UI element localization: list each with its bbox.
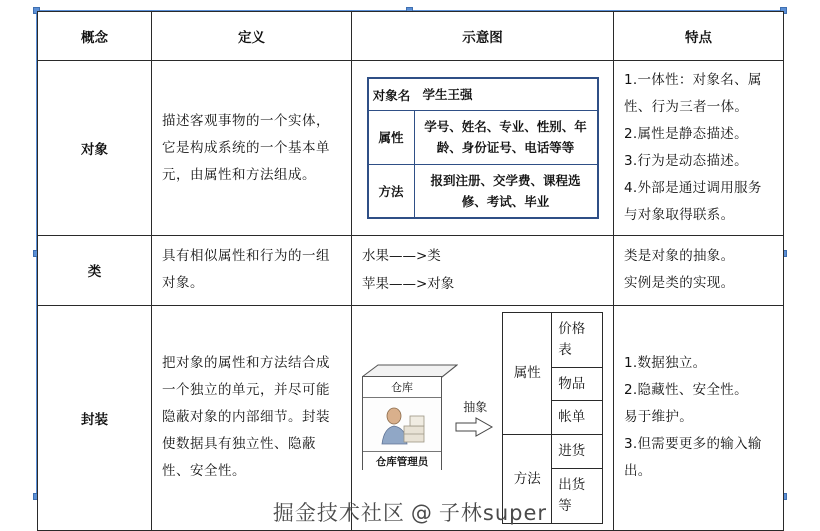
abstract-methods-label: 方法	[503, 435, 552, 524]
watermark-at: @	[410, 501, 433, 525]
feature-line: 4.外部是通过调用服务与对象取得联系。	[624, 180, 762, 223]
abstract-method-value: 进货	[552, 435, 603, 469]
feature-line: 1.一体性：对象名、属性、行为三者一体。	[624, 72, 762, 115]
warehouse-role-label: 仓库管理员	[363, 451, 441, 471]
row-definition-encapsulation: 把对象的属性和方法结合成一个独立的单元，并尽可能隐蔽对象的内部细节。封装使数据具有独立性、隐蔽性、安全性。	[152, 305, 352, 530]
object-diagram-methods-row	[369, 165, 597, 218]
abstract-attribute-value: 价格表	[552, 312, 603, 367]
row-figure-class	[352, 236, 614, 306]
feature-line: 易于维护。	[624, 409, 693, 426]
watermark-site: 掘金技术社区	[272, 501, 405, 525]
feature-line: 1.数据独立。	[624, 355, 707, 372]
feature-line: 2.属性是静态描述。	[624, 126, 748, 142]
oop-concept-table	[37, 11, 784, 531]
warehouse-title: 仓库	[363, 377, 441, 398]
row-features-object	[614, 61, 784, 236]
row-concept-encapsulation: 封装	[38, 305, 152, 530]
abstraction-arrow-label: 抽象	[463, 400, 488, 415]
feature-line: 类是对象的抽象。	[624, 248, 735, 265]
object-diagram-name-row	[369, 79, 597, 111]
class-example-lines	[362, 242, 603, 299]
warehouse-illustration	[362, 364, 448, 472]
row-features-class	[614, 236, 784, 306]
row-concept-class: 类	[38, 236, 152, 306]
object-methods-label: 方法	[369, 165, 415, 218]
table-row	[38, 61, 784, 236]
header-features: 特点	[614, 12, 784, 61]
abstraction-result-table	[502, 312, 603, 524]
right-arrow-icon	[454, 417, 494, 437]
watermark	[0, 497, 820, 527]
header-concept: 概念	[38, 12, 152, 61]
object-name-label: 对象名	[372, 87, 411, 103]
object-attributes-label: 属性	[369, 111, 415, 164]
object-name-value: 学生王强	[422, 86, 473, 102]
object-diagram-attributes-row	[369, 111, 597, 165]
row-definition-object: 描述客观事物的一个实体，它是构成系统的一个基本单元，由属性和方法组成。	[152, 61, 352, 236]
row-definition-class: 具有相似属性和行为的一组对象。	[152, 236, 352, 306]
abstract-attribute-value: 物品	[552, 367, 603, 401]
feature-line: 3.但需要更多的输入输出。	[624, 436, 762, 480]
table-header-row	[38, 12, 784, 61]
abstract-attributes-row	[503, 312, 603, 367]
abstraction-arrow	[454, 398, 496, 437]
class-example-line: 苹果——>对象	[362, 276, 455, 293]
object-methods-value: 报到注册、交学费、课程选修、考试、毕业	[430, 172, 581, 209]
warehouse-worker-icon	[374, 404, 430, 446]
watermark-user: 子林super	[438, 501, 548, 525]
header-figure: 示意图	[352, 12, 614, 61]
encapsulation-diagram	[362, 312, 603, 524]
abstract-method-value: 出货等	[552, 469, 603, 524]
object-attributes-value: 学号、姓名、专业、性别、年龄、身份证号、电话等等	[424, 119, 587, 156]
table-row	[38, 236, 784, 306]
row-concept-object: 对象	[38, 61, 152, 236]
feature-line: 3.行为是动态描述。	[624, 153, 748, 169]
header-definition: 定义	[152, 12, 352, 61]
feature-line: 2.隐藏性、安全性。	[624, 382, 748, 399]
abstract-methods-row	[503, 435, 603, 469]
abstract-attributes-label: 属性	[503, 312, 552, 435]
row-figure-object	[352, 61, 614, 236]
abstract-attribute-value: 帐单	[552, 401, 603, 435]
feature-line: 实例是类的实现。	[624, 275, 735, 292]
class-example-line: 水果——>类	[362, 248, 441, 264]
object-diagram	[367, 77, 599, 219]
